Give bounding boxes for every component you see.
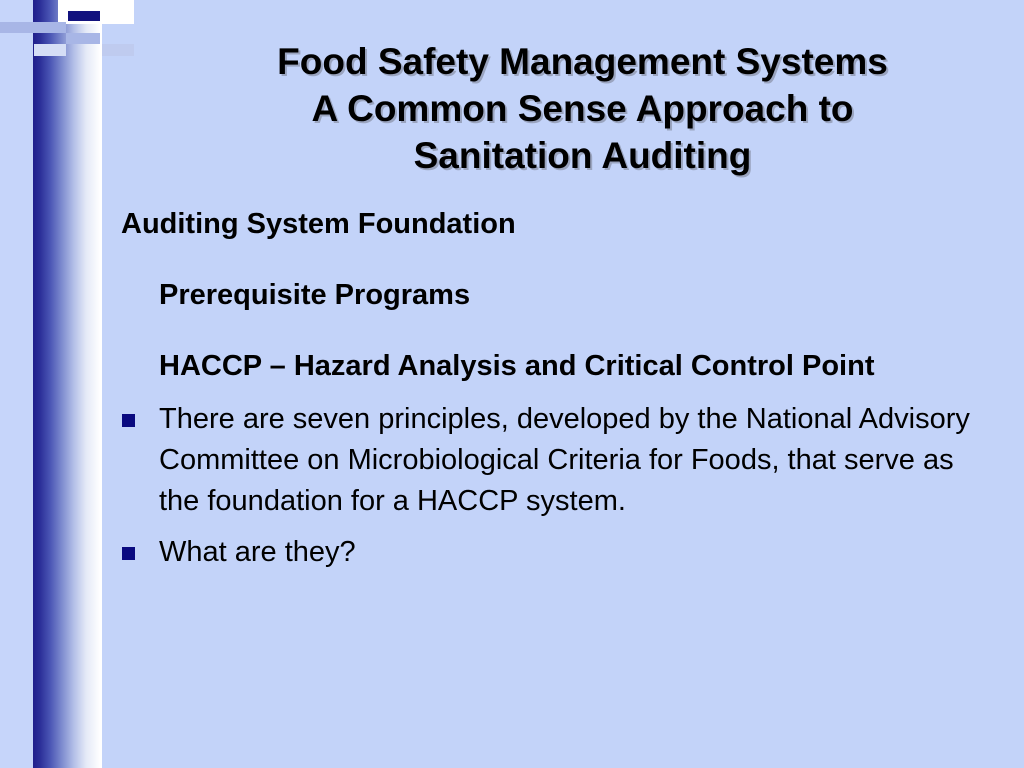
bullet-text-question: What are they? (159, 536, 356, 568)
square-bullet-icon (122, 414, 135, 427)
list-item (121, 532, 991, 573)
subheading-haccp: HACCP – Hazard Analysis and Critical Control Point (159, 350, 875, 382)
corner-decoration-stripe-3 (102, 44, 134, 56)
corner-decoration-stripe-4 (34, 44, 66, 56)
bullet-text-principles: There are seven principles, developed by the National Advisory Committee on Microbiological Criteria for Foods, that serve as the foundation for a HACCP system. (159, 403, 970, 517)
corner-decoration-stripe-1 (0, 22, 66, 33)
slide-title (200, 38, 965, 179)
corner-decoration-navy (68, 11, 100, 21)
slide-body (121, 204, 991, 583)
title-line-1: Food Safety Management Systems (277, 41, 888, 82)
section-heading: Auditing System Foundation (121, 208, 516, 240)
subheading-prerequisite-programs: Prerequisite Programs (159, 279, 471, 311)
list-item (121, 399, 991, 522)
title-line-3: Sanitation Auditing (413, 135, 752, 176)
left-gradient-bar (0, 0, 102, 768)
square-bullet-icon (122, 547, 135, 560)
title-line-2: A Common Sense Approach to (311, 88, 854, 129)
bullet-list (121, 399, 991, 573)
corner-decoration-stripe-2 (66, 33, 100, 44)
